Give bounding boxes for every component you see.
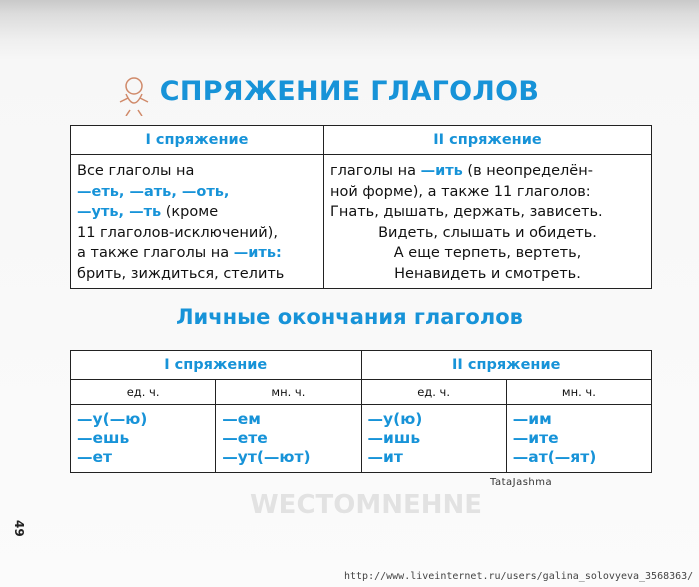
ending: —ит [367,448,403,466]
number-header: мн. ч. [506,380,651,405]
conjugation-table [70,125,652,289]
ending-list: —ить [420,163,463,179]
conjugation-header-2: II спряжение [324,126,652,155]
rule-line [77,202,317,223]
number-header: мн. ч. [216,380,361,405]
ending: —ат(—ят) [512,448,597,466]
endings-table [70,350,652,473]
first-conjugation-rule [71,155,324,289]
page-number: 49 [12,520,26,537]
number-header: ед. ч. [71,380,216,405]
endings-header-1: I спряжение [71,351,362,380]
rule-line: А еще терпеть, вертеть, [393,245,582,261]
rule-text: глаголы на [330,163,421,179]
ending-list: —еть, —ать, —оть, [77,183,230,200]
endings-cell-1-singular [71,405,216,473]
endings-cell-1-plural [216,405,361,473]
ending: —ешь [77,429,130,447]
number-header: ед. ч. [361,380,506,405]
ending: —ет [77,448,112,466]
author-credit: TataJashma [490,477,553,488]
ending-list: —уть, —ть [77,204,162,220]
ending: —ишь [367,429,421,447]
ending-list: —ить: [233,245,282,261]
page-title: СПРЯЖЕНИЕ ГЛАГОЛОВ [159,76,540,107]
ending: —у(ю) [367,410,423,428]
ending: —ите [512,429,559,447]
ending: —ем [222,410,261,428]
rule-line: 11 глаголов-исключений), [77,224,278,241]
endings-cell-2-plural [506,405,651,473]
rule-line: Ненавидеть и смотреть. [394,265,581,282]
rule-text: (в неопределён- [462,163,593,179]
rule-text: а также глаголы на [77,245,234,261]
bleedthrough-decoration: WECTOMNEHNE [250,490,483,520]
ending: —ут(—ют) [222,448,311,466]
ending: —ете [222,429,268,447]
source-url: http://www.liveinternet.ru/users/galina_solovyeva_3568363/ [344,571,694,582]
rule-line: ной форме), а также 11 глаголов: [330,183,591,200]
second-conjugation-rule [324,155,652,289]
rule-line [330,161,645,182]
rule-line [77,243,317,264]
ending: —у(—ю) [77,410,148,428]
section-title: Личные окончания глаголов [176,305,523,329]
rule-line: Видеть, слышать и обидеть. [378,224,597,241]
ending: —им [512,410,552,428]
endings-header-2: II спряжение [361,351,652,380]
rule-line: Все глаголы на [77,163,195,179]
conjugation-header-1: I спряжение [71,126,324,155]
rule-line: Гнать, дышать, держать, зависеть. [330,204,603,220]
rule-line: брить, зиждиться, стелить [77,265,285,282]
endings-cell-2-singular [361,405,506,473]
rule-text: (кроме [161,204,219,220]
